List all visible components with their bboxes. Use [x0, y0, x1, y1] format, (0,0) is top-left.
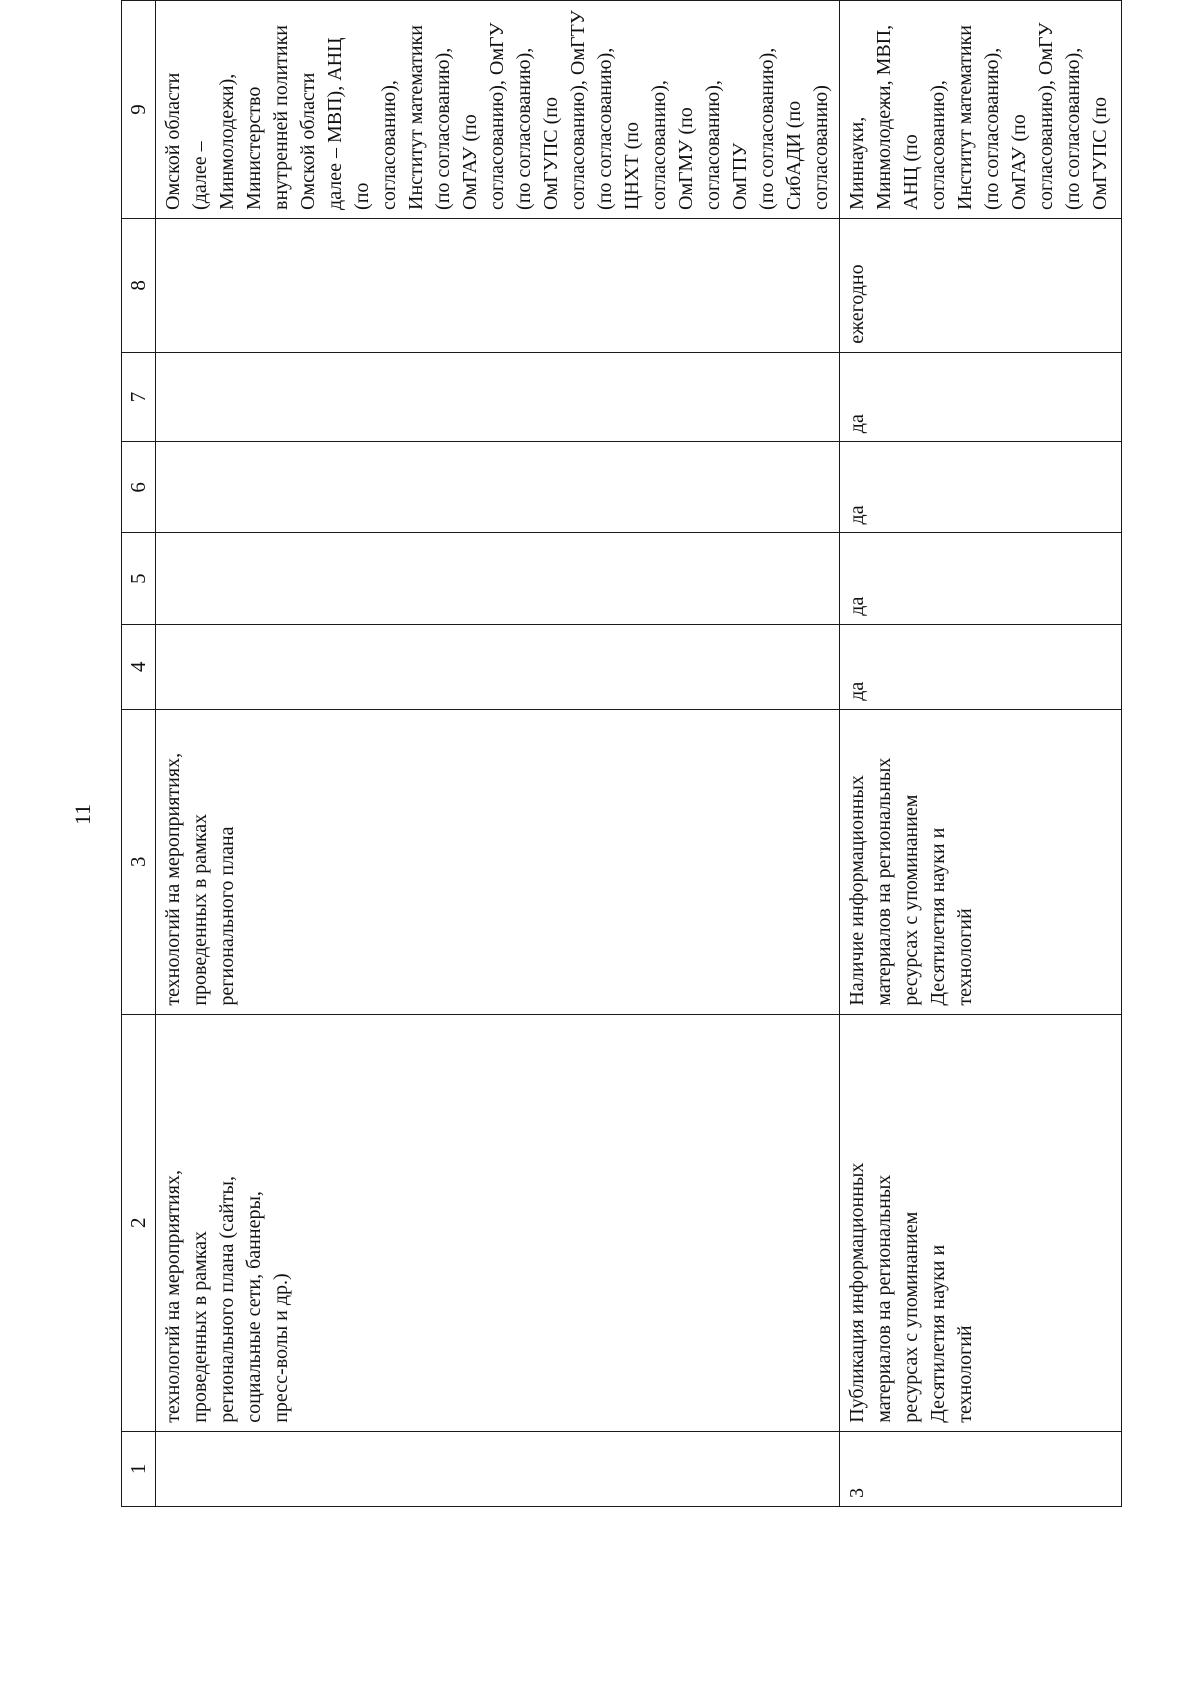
- column-number: 9: [122, 1, 156, 219]
- event-cell: Публикация информационных материалов на региональных ресурсах с упоминанием Десятилетия науки и технологий: [840, 1014, 1122, 1431]
- event-cell: технологий на мероприятиях, проведенных в рамках регионального плана (сайты, социальные сети, баннеры, пресс-волы и др.): [156, 1014, 840, 1431]
- value-cell: [156, 533, 840, 624]
- value-cell: да: [840, 442, 1122, 533]
- value-cell: [156, 624, 840, 709]
- column-number: 1: [122, 1431, 156, 1506]
- indicator-cell: технологий на мероприятиях, проведенных в рамках регионального плана: [156, 709, 840, 1014]
- column-number-row: [122, 1, 156, 1507]
- column-number: 3: [122, 709, 156, 1014]
- period-cell: ежегодно: [840, 218, 1122, 352]
- column-number: 4: [122, 624, 156, 709]
- indicator-cell: Наличие информационных материалов на региональных ресурсах с упоминанием Десятилетия науки и технологий: [840, 709, 1122, 1014]
- column-number: 7: [122, 352, 156, 441]
- column-number: 8: [122, 218, 156, 352]
- value-cell: [156, 352, 840, 441]
- period-cell: [156, 218, 840, 352]
- page-number: 11: [70, 803, 95, 825]
- executors-cell: Миннауки, Минмолодежи, МВП, АНЦ (по согласованию), Институт математики (по согласованию), ОмГАУ (по согласованию), ОмГУ (по согласованию), ОмГУПС (по: [840, 1, 1122, 219]
- value-cell: да: [840, 352, 1122, 441]
- row-number-cell: [156, 1431, 840, 1506]
- executors-cell: Омской области (далее – Минмолодежи), Министерство внутренней политики Омской области далее – МВП), АНЦ (по согласованию), Институт математики (по согласованию), ОмГАУ (по согласованию), ОмГУ (по согласованию), ОмГУПС (по согласованию), ОмГТУ (по согласованию), ЦНХТ (по согласованию), ОмГМУ (по согласованию), ОмГПУ (по согласованию), СибАДИ (по согласованию): [156, 1, 840, 219]
- plan-table: [121, 0, 1122, 1507]
- table-row: [156, 1, 840, 1507]
- column-number: 5: [122, 533, 156, 624]
- value-cell: да: [840, 624, 1122, 709]
- table-row: [840, 1, 1122, 1507]
- row-number-cell: 3: [840, 1431, 1122, 1506]
- column-number: 6: [122, 442, 156, 533]
- column-number: 2: [122, 1014, 156, 1431]
- value-cell: [156, 442, 840, 533]
- value-cell: да: [840, 533, 1122, 624]
